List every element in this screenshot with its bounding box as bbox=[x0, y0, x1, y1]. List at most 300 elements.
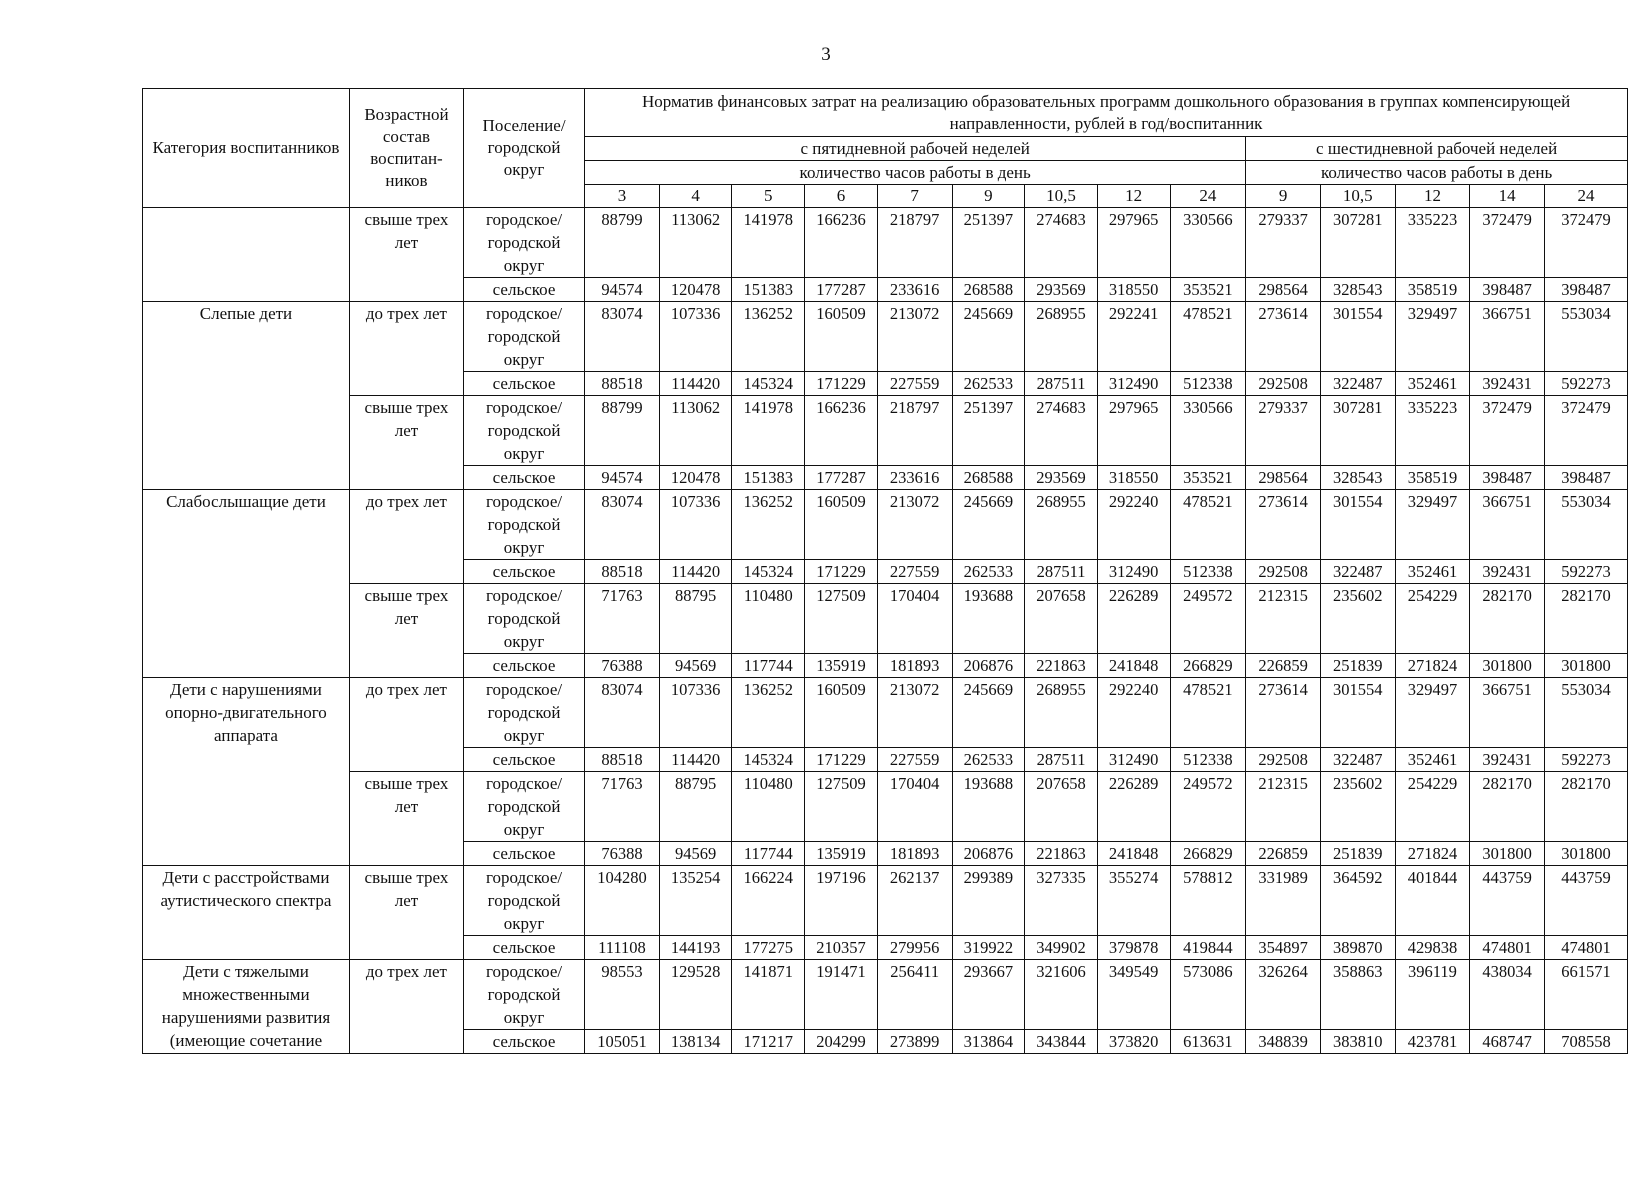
value-cell: 144193 bbox=[659, 936, 732, 960]
value-cell: 227559 bbox=[877, 560, 952, 584]
value-cell: 227559 bbox=[877, 372, 952, 396]
value-cell: 181893 bbox=[877, 842, 952, 866]
value-cell: 226289 bbox=[1097, 772, 1170, 842]
value-cell: 512338 bbox=[1170, 748, 1246, 772]
value-cell: 88518 bbox=[585, 372, 660, 396]
value-cell: 282170 bbox=[1544, 584, 1627, 654]
value-cell: 120478 bbox=[659, 466, 732, 490]
value-cell: 553034 bbox=[1544, 302, 1627, 372]
value-cell: 249572 bbox=[1170, 584, 1246, 654]
value-cell: 401844 bbox=[1395, 866, 1470, 936]
header-settlement: Поселение/ городской округ bbox=[463, 89, 584, 208]
settlement-cell: городское/ городской округ bbox=[463, 396, 584, 466]
value-cell: 268588 bbox=[952, 466, 1025, 490]
value-cell: 326264 bbox=[1246, 960, 1321, 1030]
value-cell: 273614 bbox=[1246, 490, 1321, 560]
category-cell: Слепые дети bbox=[143, 302, 350, 490]
value-cell: 318550 bbox=[1097, 466, 1170, 490]
value-cell: 145324 bbox=[732, 748, 805, 772]
hours-cell-5day: 9 bbox=[952, 185, 1025, 208]
value-cell: 279956 bbox=[877, 936, 952, 960]
value-cell: 287511 bbox=[1025, 560, 1098, 584]
value-cell: 212315 bbox=[1246, 584, 1321, 654]
settlement-cell: городское/ городской округ bbox=[463, 584, 584, 654]
value-cell: 206876 bbox=[952, 654, 1025, 678]
settlement-cell: сельское bbox=[463, 560, 584, 584]
value-cell: 398487 bbox=[1544, 466, 1627, 490]
value-cell: 171229 bbox=[805, 372, 878, 396]
value-cell: 76388 bbox=[585, 842, 660, 866]
settlement-cell: городское/ городской округ bbox=[463, 772, 584, 842]
hours-cell-6day: 10,5 bbox=[1320, 185, 1395, 208]
age-cell: свыше трех лет bbox=[349, 772, 463, 866]
value-cell: 358863 bbox=[1320, 960, 1395, 1030]
value-cell: 392431 bbox=[1470, 560, 1545, 584]
value-cell: 478521 bbox=[1170, 302, 1246, 372]
value-cell: 235602 bbox=[1320, 772, 1395, 842]
value-cell: 256411 bbox=[877, 960, 952, 1030]
value-cell: 293569 bbox=[1025, 466, 1098, 490]
value-cell: 268955 bbox=[1025, 302, 1098, 372]
value-cell: 251839 bbox=[1320, 654, 1395, 678]
value-cell: 107336 bbox=[659, 678, 732, 748]
value-cell: 301800 bbox=[1544, 842, 1627, 866]
value-cell: 279337 bbox=[1246, 208, 1321, 278]
value-cell: 389870 bbox=[1320, 936, 1395, 960]
value-cell: 141871 bbox=[732, 960, 805, 1030]
value-cell: 160509 bbox=[805, 678, 878, 748]
value-cell: 127509 bbox=[805, 584, 878, 654]
value-cell: 94569 bbox=[659, 842, 732, 866]
value-cell: 177287 bbox=[805, 278, 878, 302]
table-row bbox=[143, 396, 1628, 466]
hours-cell-5day: 24 bbox=[1170, 185, 1246, 208]
value-cell: 335223 bbox=[1395, 396, 1470, 466]
value-cell: 292508 bbox=[1246, 372, 1321, 396]
value-cell: 353521 bbox=[1170, 466, 1246, 490]
value-cell: 419844 bbox=[1170, 936, 1246, 960]
value-cell: 145324 bbox=[732, 372, 805, 396]
value-cell: 297965 bbox=[1097, 396, 1170, 466]
value-cell: 330566 bbox=[1170, 208, 1246, 278]
value-cell: 358519 bbox=[1395, 466, 1470, 490]
value-cell: 343844 bbox=[1025, 1030, 1098, 1054]
value-cell: 372479 bbox=[1470, 208, 1545, 278]
value-cell: 366751 bbox=[1470, 678, 1545, 748]
value-cell: 287511 bbox=[1025, 748, 1098, 772]
value-cell: 151383 bbox=[732, 278, 805, 302]
value-cell: 160509 bbox=[805, 490, 878, 560]
value-cell: 117744 bbox=[732, 842, 805, 866]
table-row bbox=[143, 490, 1628, 560]
value-cell: 273614 bbox=[1246, 678, 1321, 748]
value-cell: 210357 bbox=[805, 936, 878, 960]
value-cell: 151383 bbox=[732, 466, 805, 490]
value-cell: 245669 bbox=[952, 490, 1025, 560]
value-cell: 71763 bbox=[585, 772, 660, 842]
value-cell: 301800 bbox=[1470, 654, 1545, 678]
value-cell: 160509 bbox=[805, 302, 878, 372]
value-cell: 301800 bbox=[1544, 654, 1627, 678]
header-hours-label-5: количество часов работы в день bbox=[585, 161, 1246, 185]
value-cell: 268955 bbox=[1025, 490, 1098, 560]
value-cell: 266829 bbox=[1170, 654, 1246, 678]
value-cell: 71763 bbox=[585, 584, 660, 654]
value-cell: 166236 bbox=[805, 396, 878, 466]
value-cell: 474801 bbox=[1544, 936, 1627, 960]
settlement-cell: сельское bbox=[463, 748, 584, 772]
value-cell: 88518 bbox=[585, 748, 660, 772]
value-cell: 136252 bbox=[732, 678, 805, 748]
value-cell: 170404 bbox=[877, 772, 952, 842]
value-cell: 292240 bbox=[1097, 490, 1170, 560]
norm-table bbox=[142, 88, 1628, 1054]
value-cell: 127509 bbox=[805, 772, 878, 842]
value-cell: 349549 bbox=[1097, 960, 1170, 1030]
value-cell: 321606 bbox=[1025, 960, 1098, 1030]
value-cell: 114420 bbox=[659, 560, 732, 584]
value-cell: 299389 bbox=[952, 866, 1025, 936]
value-cell: 88518 bbox=[585, 560, 660, 584]
value-cell: 468747 bbox=[1470, 1030, 1545, 1054]
value-cell: 254229 bbox=[1395, 772, 1470, 842]
value-cell: 251397 bbox=[952, 208, 1025, 278]
value-cell: 88799 bbox=[585, 208, 660, 278]
value-cell: 292508 bbox=[1246, 748, 1321, 772]
value-cell: 226289 bbox=[1097, 584, 1170, 654]
value-cell: 110480 bbox=[732, 772, 805, 842]
value-cell: 478521 bbox=[1170, 490, 1246, 560]
value-cell: 193688 bbox=[952, 584, 1025, 654]
value-cell: 262533 bbox=[952, 748, 1025, 772]
settlement-cell: городское/ городской округ bbox=[463, 208, 584, 278]
hours-cell-5day: 7 bbox=[877, 185, 952, 208]
value-cell: 249572 bbox=[1170, 772, 1246, 842]
settlement-cell: сельское bbox=[463, 654, 584, 678]
value-cell: 398487 bbox=[1544, 278, 1627, 302]
value-cell: 218797 bbox=[877, 396, 952, 466]
value-cell: 592273 bbox=[1544, 372, 1627, 396]
settlement-cell: сельское bbox=[463, 466, 584, 490]
value-cell: 372479 bbox=[1544, 396, 1627, 466]
value-cell: 329497 bbox=[1395, 302, 1470, 372]
value-cell: 107336 bbox=[659, 490, 732, 560]
value-cell: 512338 bbox=[1170, 560, 1246, 584]
value-cell: 83074 bbox=[585, 302, 660, 372]
value-cell: 301554 bbox=[1320, 302, 1395, 372]
value-cell: 141978 bbox=[732, 208, 805, 278]
value-cell: 553034 bbox=[1544, 490, 1627, 560]
value-cell: 138134 bbox=[659, 1030, 732, 1054]
value-cell: 307281 bbox=[1320, 396, 1395, 466]
value-cell: 292240 bbox=[1097, 678, 1170, 748]
category-cell bbox=[143, 208, 350, 302]
value-cell: 354897 bbox=[1246, 936, 1321, 960]
value-cell: 88799 bbox=[585, 396, 660, 466]
value-cell: 177275 bbox=[732, 936, 805, 960]
value-cell: 166236 bbox=[805, 208, 878, 278]
value-cell: 292241 bbox=[1097, 302, 1170, 372]
value-cell: 113062 bbox=[659, 396, 732, 466]
settlement-cell: сельское bbox=[463, 842, 584, 866]
value-cell: 206876 bbox=[952, 842, 1025, 866]
hours-cell-5day: 3 bbox=[585, 185, 660, 208]
value-cell: 292508 bbox=[1246, 560, 1321, 584]
value-cell: 353521 bbox=[1170, 278, 1246, 302]
value-cell: 114420 bbox=[659, 372, 732, 396]
value-cell: 171229 bbox=[805, 748, 878, 772]
value-cell: 331989 bbox=[1246, 866, 1321, 936]
age-cell: свыше трех лет bbox=[349, 208, 463, 302]
value-cell: 114420 bbox=[659, 748, 732, 772]
value-cell: 301554 bbox=[1320, 678, 1395, 748]
value-cell: 193688 bbox=[952, 772, 1025, 842]
value-cell: 113062 bbox=[659, 208, 732, 278]
table-row bbox=[143, 584, 1628, 654]
table-row bbox=[143, 960, 1628, 1030]
value-cell: 322487 bbox=[1320, 748, 1395, 772]
value-cell: 322487 bbox=[1320, 372, 1395, 396]
value-cell: 262533 bbox=[952, 372, 1025, 396]
settlement-cell: сельское bbox=[463, 1030, 584, 1054]
age-cell: свыше трех лет bbox=[349, 396, 463, 490]
value-cell: 293667 bbox=[952, 960, 1025, 1030]
value-cell: 423781 bbox=[1395, 1030, 1470, 1054]
table-row bbox=[143, 678, 1628, 748]
value-cell: 274683 bbox=[1025, 396, 1098, 466]
age-cell: до трех лет bbox=[349, 302, 463, 396]
value-cell: 266829 bbox=[1170, 842, 1246, 866]
value-cell: 287511 bbox=[1025, 372, 1098, 396]
settlement-cell: городское/ городской округ bbox=[463, 960, 584, 1030]
value-cell: 135919 bbox=[805, 842, 878, 866]
value-cell: 512338 bbox=[1170, 372, 1246, 396]
value-cell: 141978 bbox=[732, 396, 805, 466]
value-cell: 136252 bbox=[732, 490, 805, 560]
value-cell: 396119 bbox=[1395, 960, 1470, 1030]
value-cell: 330566 bbox=[1170, 396, 1246, 466]
hours-cell-6day: 24 bbox=[1544, 185, 1627, 208]
value-cell: 226859 bbox=[1246, 842, 1321, 866]
value-cell: 233616 bbox=[877, 466, 952, 490]
value-cell: 392431 bbox=[1470, 748, 1545, 772]
age-cell: до трех лет bbox=[349, 490, 463, 584]
value-cell: 136252 bbox=[732, 302, 805, 372]
value-cell: 298564 bbox=[1246, 466, 1321, 490]
value-cell: 429838 bbox=[1395, 936, 1470, 960]
value-cell: 110480 bbox=[732, 584, 805, 654]
header-hours-label-6: количество часов работы в день bbox=[1246, 161, 1628, 185]
value-cell: 364592 bbox=[1320, 866, 1395, 936]
settlement-cell: сельское bbox=[463, 936, 584, 960]
value-cell: 94569 bbox=[659, 654, 732, 678]
settlement-cell: городское/ городской округ bbox=[463, 302, 584, 372]
value-cell: 708558 bbox=[1544, 1030, 1627, 1054]
value-cell: 392431 bbox=[1470, 372, 1545, 396]
hours-cell-6day: 12 bbox=[1395, 185, 1470, 208]
value-cell: 307281 bbox=[1320, 208, 1395, 278]
hours-cell-5day: 6 bbox=[805, 185, 878, 208]
value-cell: 171217 bbox=[732, 1030, 805, 1054]
value-cell: 329497 bbox=[1395, 678, 1470, 748]
value-cell: 212315 bbox=[1246, 772, 1321, 842]
value-cell: 661571 bbox=[1544, 960, 1627, 1030]
settlement-cell: сельское bbox=[463, 372, 584, 396]
value-cell: 297965 bbox=[1097, 208, 1170, 278]
settlement-cell: сельское bbox=[463, 278, 584, 302]
age-cell: свыше трех лет bbox=[349, 866, 463, 960]
hours-cell-6day: 9 bbox=[1246, 185, 1321, 208]
hours-cell-5day: 12 bbox=[1097, 185, 1170, 208]
value-cell: 135254 bbox=[659, 866, 732, 936]
value-cell: 352461 bbox=[1395, 372, 1470, 396]
value-cell: 76388 bbox=[585, 654, 660, 678]
value-cell: 318550 bbox=[1097, 278, 1170, 302]
value-cell: 241848 bbox=[1097, 654, 1170, 678]
settlement-cell: городское/ городской округ bbox=[463, 866, 584, 936]
value-cell: 135919 bbox=[805, 654, 878, 678]
value-cell: 166224 bbox=[732, 866, 805, 936]
value-cell: 322487 bbox=[1320, 560, 1395, 584]
value-cell: 349902 bbox=[1025, 936, 1098, 960]
value-cell: 273899 bbox=[877, 1030, 952, 1054]
value-cell: 327335 bbox=[1025, 866, 1098, 936]
value-cell: 335223 bbox=[1395, 208, 1470, 278]
value-cell: 312490 bbox=[1097, 560, 1170, 584]
header-five-day-week: с пятидневной рабочей неделей bbox=[585, 137, 1246, 161]
value-cell: 268955 bbox=[1025, 678, 1098, 748]
value-cell: 319922 bbox=[952, 936, 1025, 960]
value-cell: 120478 bbox=[659, 278, 732, 302]
value-cell: 227559 bbox=[877, 748, 952, 772]
hours-cell-6day: 14 bbox=[1470, 185, 1545, 208]
value-cell: 251839 bbox=[1320, 842, 1395, 866]
value-cell: 221863 bbox=[1025, 842, 1098, 866]
value-cell: 98553 bbox=[585, 960, 660, 1030]
value-cell: 177287 bbox=[805, 466, 878, 490]
value-cell: 117744 bbox=[732, 654, 805, 678]
value-cell: 107336 bbox=[659, 302, 732, 372]
value-cell: 268588 bbox=[952, 278, 1025, 302]
value-cell: 207658 bbox=[1025, 772, 1098, 842]
table-row bbox=[143, 772, 1628, 842]
value-cell: 271824 bbox=[1395, 654, 1470, 678]
value-cell: 197196 bbox=[805, 866, 878, 936]
value-cell: 573086 bbox=[1170, 960, 1246, 1030]
value-cell: 329497 bbox=[1395, 490, 1470, 560]
value-cell: 213072 bbox=[877, 678, 952, 748]
value-cell: 282170 bbox=[1470, 772, 1545, 842]
hours-cell-5day: 5 bbox=[732, 185, 805, 208]
value-cell: 358519 bbox=[1395, 278, 1470, 302]
value-cell: 204299 bbox=[805, 1030, 878, 1054]
value-cell: 372479 bbox=[1544, 208, 1627, 278]
value-cell: 355274 bbox=[1097, 866, 1170, 936]
value-cell: 104280 bbox=[585, 866, 660, 936]
value-cell: 301800 bbox=[1470, 842, 1545, 866]
value-cell: 251397 bbox=[952, 396, 1025, 466]
value-cell: 170404 bbox=[877, 584, 952, 654]
value-cell: 613631 bbox=[1170, 1030, 1246, 1054]
settlement-cell: городское/ городской округ bbox=[463, 678, 584, 748]
value-cell: 207658 bbox=[1025, 584, 1098, 654]
header-six-day-week: с шестидневной рабочей неделей bbox=[1246, 137, 1628, 161]
value-cell: 191471 bbox=[805, 960, 878, 1030]
value-cell: 241848 bbox=[1097, 842, 1170, 866]
value-cell: 235602 bbox=[1320, 584, 1395, 654]
value-cell: 312490 bbox=[1097, 748, 1170, 772]
value-cell: 213072 bbox=[877, 302, 952, 372]
value-cell: 282170 bbox=[1544, 772, 1627, 842]
value-cell: 348839 bbox=[1246, 1030, 1321, 1054]
value-cell: 438034 bbox=[1470, 960, 1545, 1030]
value-cell: 274683 bbox=[1025, 208, 1098, 278]
value-cell: 301554 bbox=[1320, 490, 1395, 560]
value-cell: 218797 bbox=[877, 208, 952, 278]
value-cell: 366751 bbox=[1470, 490, 1545, 560]
table-row bbox=[143, 866, 1628, 936]
settlement-cell: городское/ городской округ bbox=[463, 490, 584, 560]
value-cell: 129528 bbox=[659, 960, 732, 1030]
header-category: Категория воспитанников bbox=[143, 89, 350, 208]
hours-cell-5day: 10,5 bbox=[1025, 185, 1098, 208]
value-cell: 312490 bbox=[1097, 372, 1170, 396]
value-cell: 298564 bbox=[1246, 278, 1321, 302]
value-cell: 372479 bbox=[1470, 396, 1545, 466]
value-cell: 443759 bbox=[1470, 866, 1545, 936]
value-cell: 94574 bbox=[585, 466, 660, 490]
value-cell: 478521 bbox=[1170, 678, 1246, 748]
header-norm-title: Норматив финансовых затрат на реализацию образовательных программ дошкольного образования в группах компенсирующей направленности, рублей в год/воспитанник bbox=[585, 89, 1628, 137]
value-cell: 366751 bbox=[1470, 302, 1545, 372]
value-cell: 592273 bbox=[1544, 748, 1627, 772]
value-cell: 213072 bbox=[877, 490, 952, 560]
value-cell: 271824 bbox=[1395, 842, 1470, 866]
value-cell: 279337 bbox=[1246, 396, 1321, 466]
value-cell: 233616 bbox=[877, 278, 952, 302]
value-cell: 181893 bbox=[877, 654, 952, 678]
value-cell: 578812 bbox=[1170, 866, 1246, 936]
value-cell: 245669 bbox=[952, 678, 1025, 748]
value-cell: 398487 bbox=[1470, 278, 1545, 302]
table-row bbox=[143, 208, 1628, 278]
value-cell: 273614 bbox=[1246, 302, 1321, 372]
category-cell: Дети с расстройствами аутистического спектра bbox=[143, 866, 350, 960]
value-cell: 262533 bbox=[952, 560, 1025, 584]
value-cell: 328543 bbox=[1320, 278, 1395, 302]
age-cell: до трех лет bbox=[349, 960, 463, 1054]
category-cell: Слабослышащие дети bbox=[143, 490, 350, 678]
value-cell: 474801 bbox=[1470, 936, 1545, 960]
hours-cell-5day: 4 bbox=[659, 185, 732, 208]
value-cell: 352461 bbox=[1395, 748, 1470, 772]
value-cell: 105051 bbox=[585, 1030, 660, 1054]
value-cell: 254229 bbox=[1395, 584, 1470, 654]
value-cell: 373820 bbox=[1097, 1030, 1170, 1054]
value-cell: 88795 bbox=[659, 584, 732, 654]
value-cell: 171229 bbox=[805, 560, 878, 584]
value-cell: 111108 bbox=[585, 936, 660, 960]
page-number: 3 bbox=[821, 44, 831, 65]
value-cell: 83074 bbox=[585, 678, 660, 748]
age-cell: до трех лет bbox=[349, 678, 463, 772]
header-age: Возрастной состав воспитан-ников bbox=[349, 89, 463, 208]
value-cell: 443759 bbox=[1544, 866, 1627, 936]
category-cell: Дети с нарушениями опорно-двигательного аппарата bbox=[143, 678, 350, 866]
category-cell: Дети с тяжелыми множественными нарушениями развития (имеющие сочетание bbox=[143, 960, 350, 1054]
value-cell: 262137 bbox=[877, 866, 952, 936]
value-cell: 94574 bbox=[585, 278, 660, 302]
